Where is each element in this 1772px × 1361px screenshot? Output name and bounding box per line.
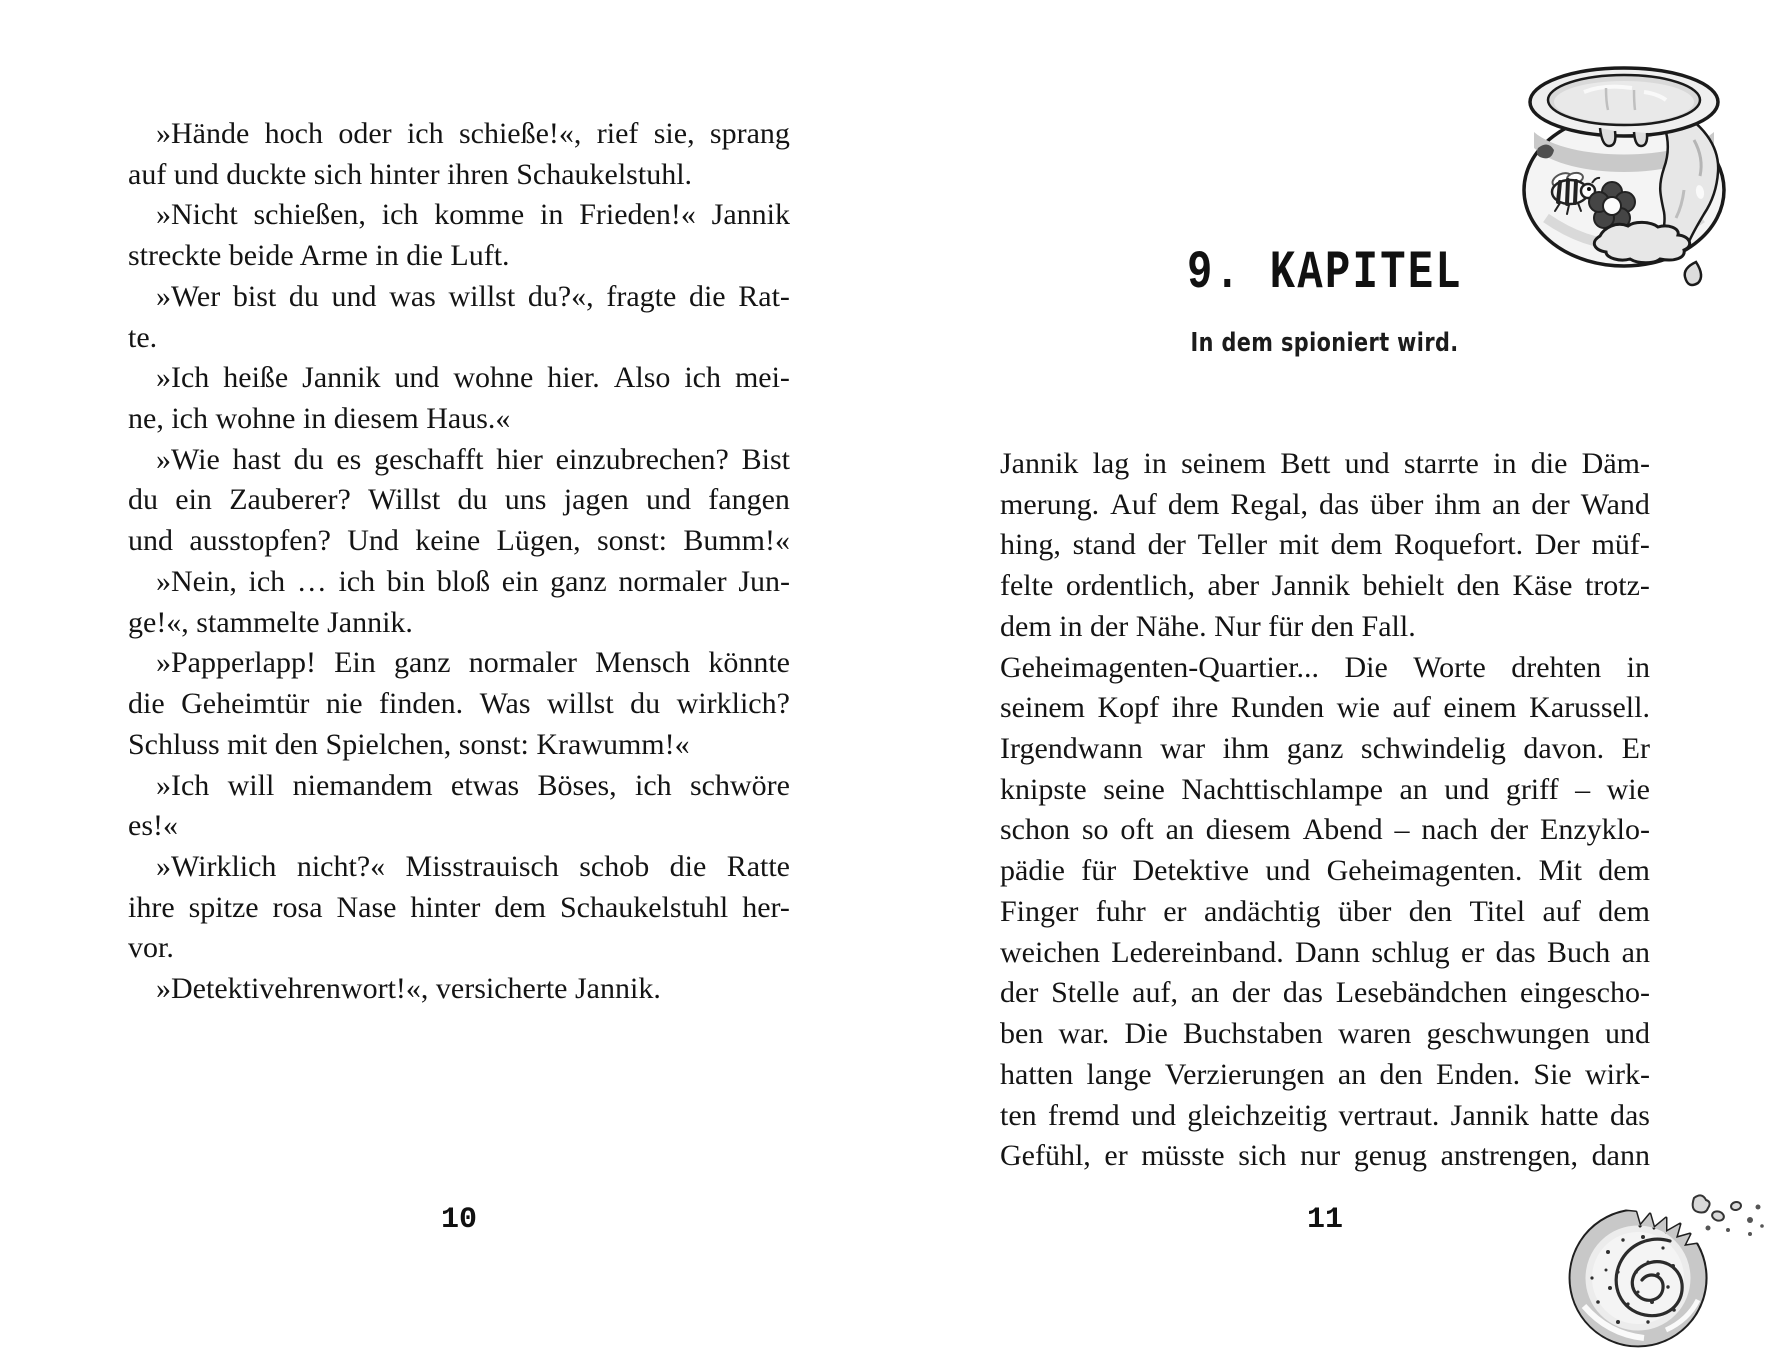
left-page-number: 10	[440, 1203, 477, 1237]
chapter-subtitle-text: In dem spioniert wird.	[1190, 328, 1460, 358]
text-line: es!«	[128, 809, 178, 843]
text-line: merung. Auf dem Regal, das über ihm an der Wand	[1000, 487, 1650, 521]
text-line: hing, stand der Teller mit dem Roquefort. Der müf-	[1000, 528, 1650, 562]
text-line: Jannik lag in seinem Bett und starrte in die Däm-	[1000, 447, 1650, 480]
text-line: du ein Zauberer? Willst du uns jagen und fangen	[128, 483, 790, 517]
text-line: der Stelle auf, an der das Lesebändchen eingescho-	[1000, 976, 1650, 1010]
text-line: ge!«, stammelte Jannik.	[128, 605, 413, 639]
text-line: seinem Kopf ihre Runden wie auf einem Karussell.	[1000, 691, 1650, 725]
text-line: »Nicht schießen, ich komme in Frieden!« Jannik	[156, 198, 790, 232]
chapter-title-text: 9. KAPITEL	[1186, 243, 1464, 305]
text-line: pädie für Detektive und Geheimagenten. Mit dem	[1000, 854, 1650, 888]
text-line: »Hände hoch oder ich schieße!«, rief sie, sprang	[156, 117, 790, 150]
text-line: auf und duckte sich hinter ihren Schaukelstuhl.	[128, 157, 693, 191]
text-line: Irgendwann war ihm ganz schwindelig davon. Er	[1000, 732, 1650, 766]
honey-drip	[1634, 132, 1647, 146]
text-line: weichen Ledereinband. Dann schlug er das Buch an	[1000, 935, 1650, 969]
text-line: Finger fuhr er andächtig über den Titel auf dem	[1000, 894, 1650, 928]
text-line: te.	[128, 320, 158, 354]
text-line: »Detektivehrenwort!«, versicherte Jannik.	[156, 972, 661, 1006]
honey-drop	[1685, 262, 1701, 285]
text-line: die Geheimtür nie finden. Was willst du wirklich?	[128, 687, 790, 721]
text-line: schon so oft an diesem Abend – nach der Enzyklo-	[1000, 813, 1650, 847]
text-line: ten fremd und gleichzeitig vertraut. Jannik hatte das	[1000, 1098, 1650, 1132]
text-line: Gefühl, er müsste sich nur genug anstrengen, dann	[1000, 1139, 1650, 1173]
text-line: hatten lange Verzierungen an den Enden. Sie wirk-	[1000, 1057, 1650, 1091]
text-line: »Papperlapp! Ein ganz normaler Mensch könnte	[156, 646, 790, 680]
text-line: vor.	[128, 931, 174, 965]
text-line: Geheimagenten-Quartier... Die Worte drehten in	[1000, 650, 1650, 684]
text-line: »Wirklich nicht?« Misstrauisch schob die Ratte	[156, 849, 790, 883]
crumbs	[1693, 1195, 1764, 1236]
text-line: ne, ich wohne in diesem Haus.«	[128, 402, 511, 436]
text-line: ihre spitze rosa Nase hinter dem Schaukelstuhl her-	[128, 890, 790, 924]
text-line: ben war. Die Buchstaben waren geschwungen und	[1000, 1017, 1650, 1051]
right-page-text	[1000, 444, 1650, 1177]
chapter-title	[1000, 244, 1650, 304]
text-line: dem in der Nähe. Nur für den Fall.	[1000, 609, 1416, 643]
text-line: »Wer bist du und was willst du?«, fragte die Rat-	[156, 279, 790, 313]
text-line: »Nein, ich … ich bin bloß ein ganz normaler Jun-	[156, 564, 790, 598]
chapter-subtitle	[1000, 324, 1650, 362]
cinnamon-roll-illustration	[1548, 1182, 1768, 1352]
text-line: knipste seine Nachttischlampe an und griff – wie	[1000, 772, 1650, 806]
text-line: »Ich will niemandem etwas Böses, ich schwöre	[156, 768, 790, 802]
text-line: felte ordentlich, aber Jannik behielt den Käse trotz-	[1000, 569, 1650, 603]
text-line: »Wie hast du es geschafft hier einzubrechen? Bist	[156, 442, 790, 476]
text-line: »Ich heiße Jannik und wohne hier. Also ich mei-	[156, 361, 790, 395]
text-line: streckte beide Arme in die Luft.	[128, 239, 510, 273]
left-page-text	[128, 114, 790, 1010]
text-line: Schluss mit den Spielchen, sonst: Krawumm!«	[128, 727, 690, 761]
text-line: und ausstopfen? Und keine Lügen, sonst: Bumm!«	[128, 524, 790, 558]
right-page-number: 11	[1306, 1203, 1343, 1237]
